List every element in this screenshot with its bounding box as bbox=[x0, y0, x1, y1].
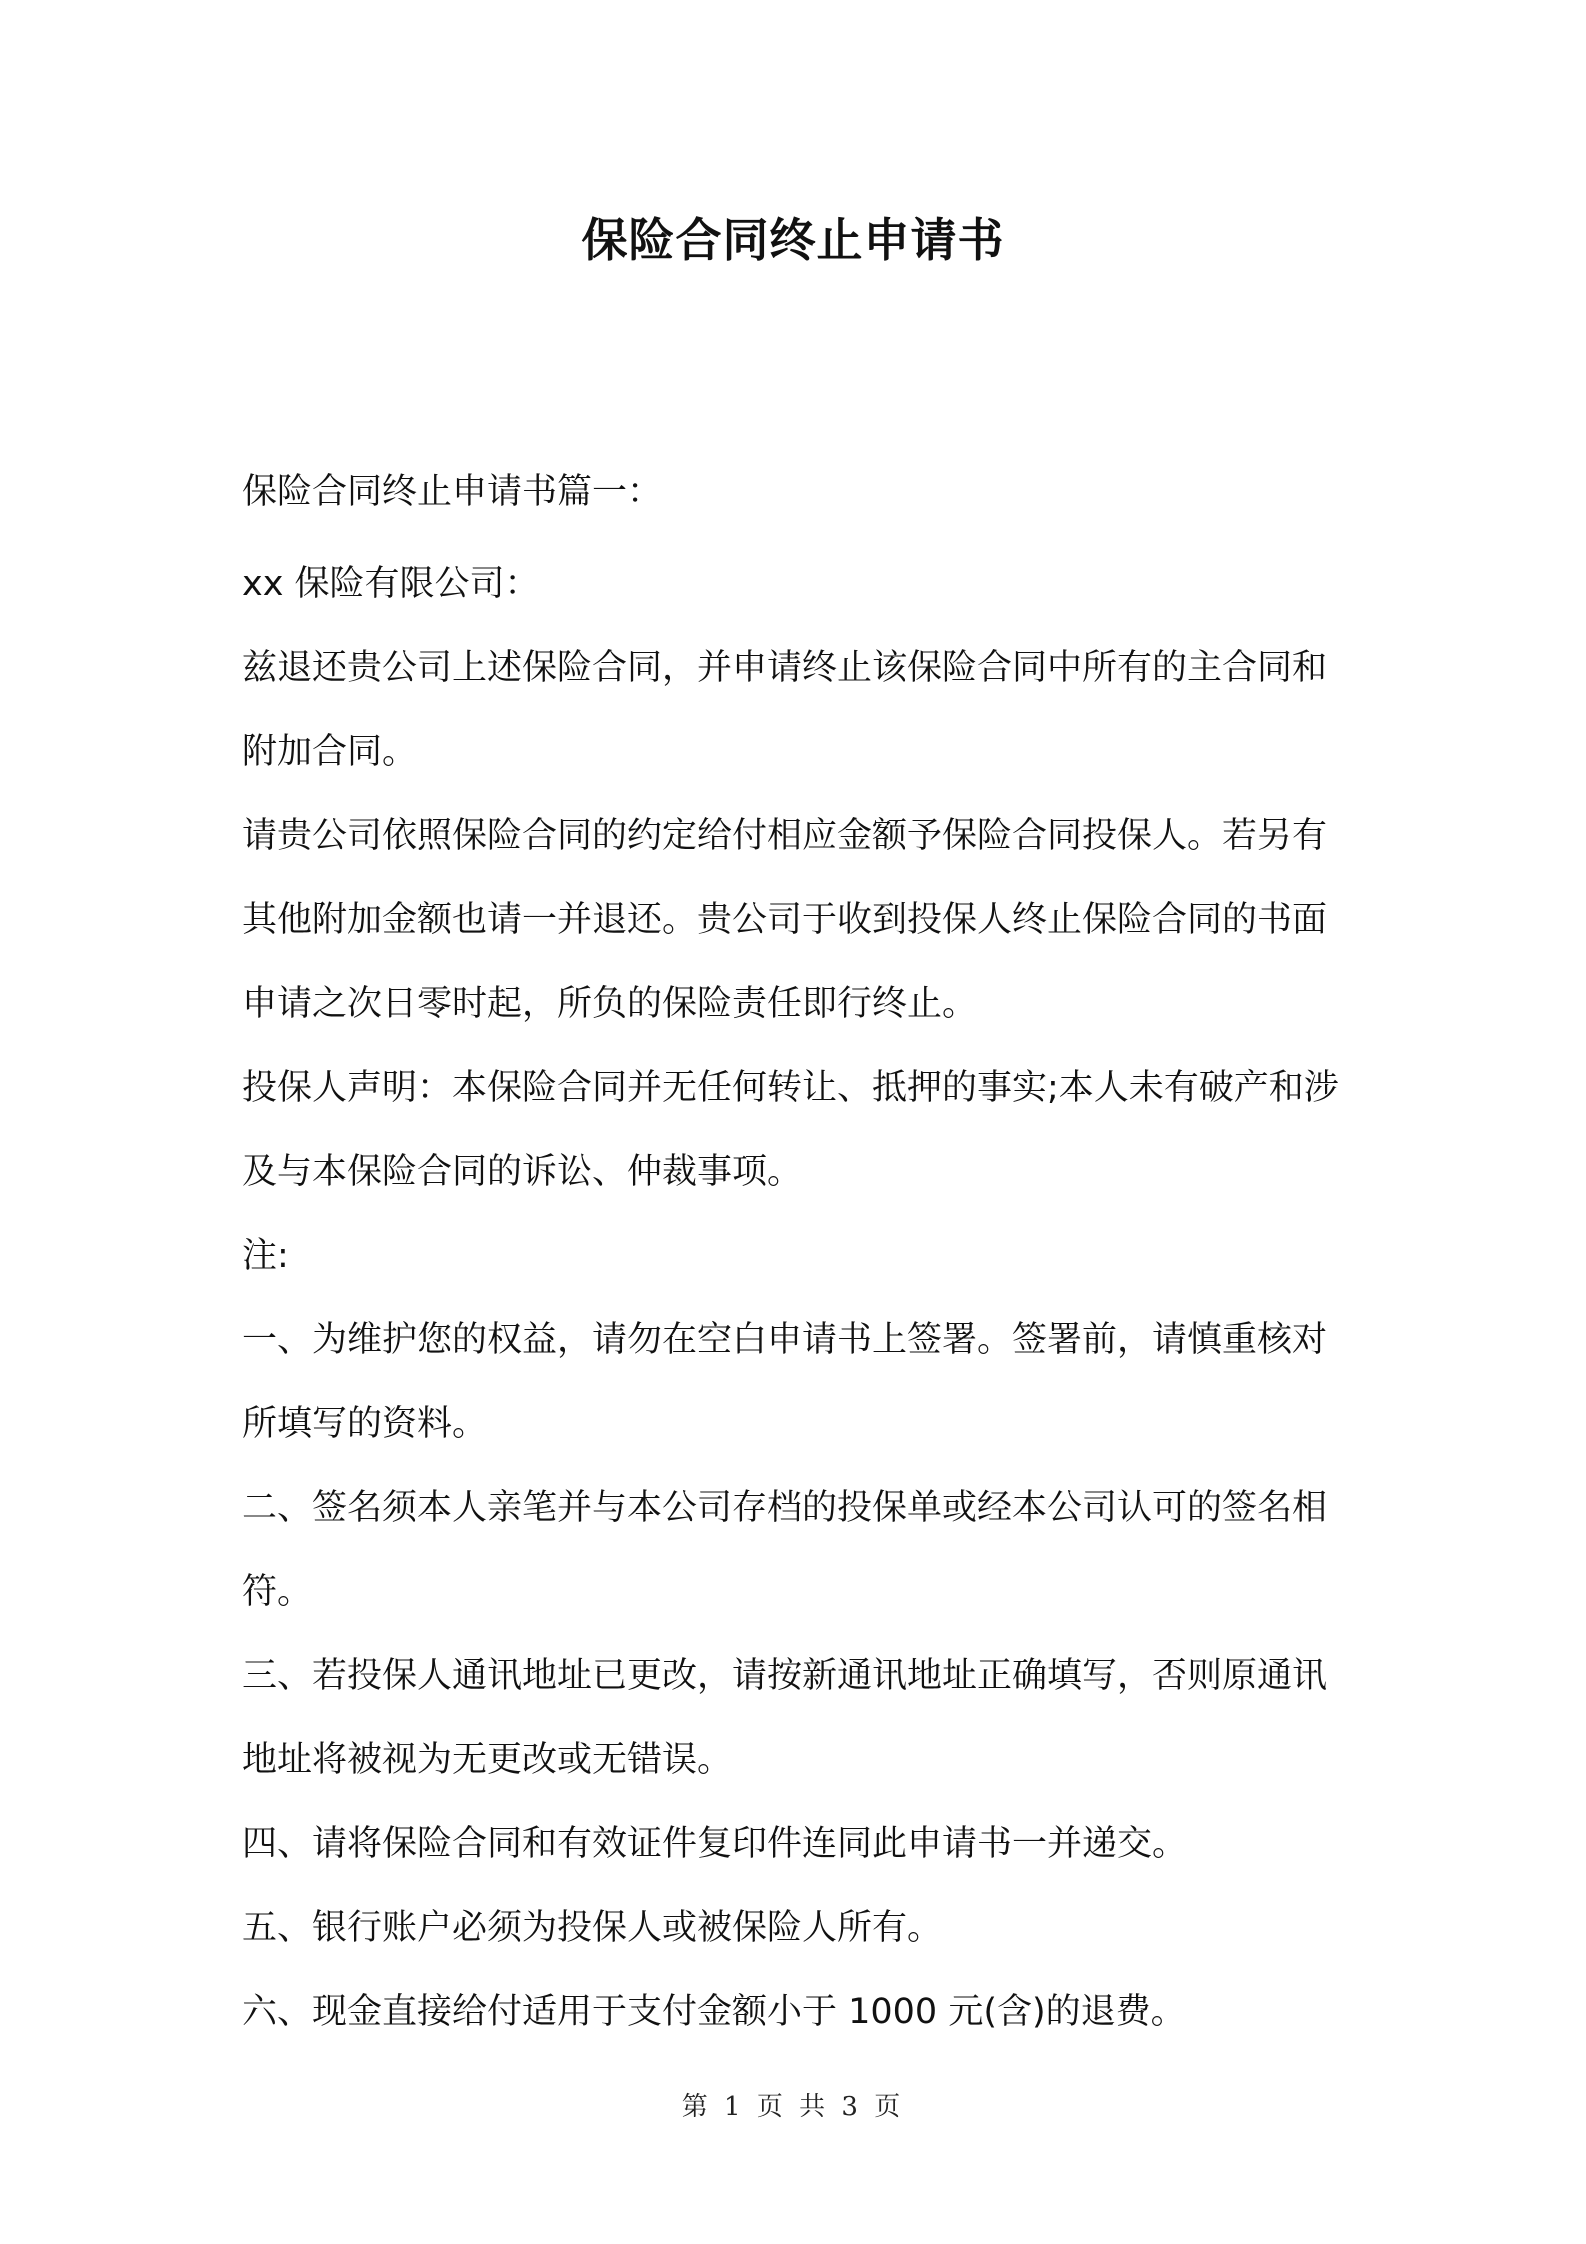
page-number-footer: 第 1 页 共 3 页 bbox=[681, 2092, 905, 2122]
note-label: 注: bbox=[242, 1236, 289, 1276]
note-item: 五、银行账户必须为投保人或被保险人所有。 bbox=[242, 1908, 943, 1948]
document-title: 保险合同终止申请书 bbox=[581, 213, 1005, 267]
note-item: 二、签名须本人亲笔并与本公司存档的投保单或经本公司认可的签名相符。 bbox=[242, 1488, 1328, 1612]
note-item: 四、请将保险合同和有效证件复印件连同此申请书一并递交。 bbox=[242, 1824, 1188, 1864]
note-item: 三、若投保人通讯地址已更改，请按新通讯地址正确填写，否则原通讯地址将被视为无更改或无错误。 bbox=[242, 1656, 1328, 1780]
note-item: 一、为维护您的权益，请勿在空白申请书上签署。签署前，请慎重核对所填写的资料。 bbox=[242, 1320, 1328, 1444]
addressee-line: xx 保险有限公司： bbox=[242, 564, 540, 604]
note-item: 六、现金直接给付适用于支付金额小于 1000 元(含)的退费。 bbox=[242, 1992, 1186, 2032]
body-paragraph: 兹退还贵公司上述保险合同，并申请终止该保险合同中所有的主合同和附加合同。 bbox=[242, 648, 1328, 772]
section-heading: 保险合同终止申请书篇一： bbox=[242, 472, 663, 512]
body-paragraph: 投保人声明：本保险合同并无任何转让、抵押的事实;本人未有破产和涉及与本保险合同的诉讼、仲裁事项。 bbox=[242, 1068, 1339, 1192]
document-body bbox=[242, 450, 1360, 2054]
body-paragraph: 请贵公司依照保险合同的约定给付相应金额予保险合同投保人。若另有其他附加金额也请一并退还。贵公司于收到投保人终止保险合同的书面申请之次日零时起，所负的保险责任即行终止。 bbox=[242, 816, 1328, 1024]
